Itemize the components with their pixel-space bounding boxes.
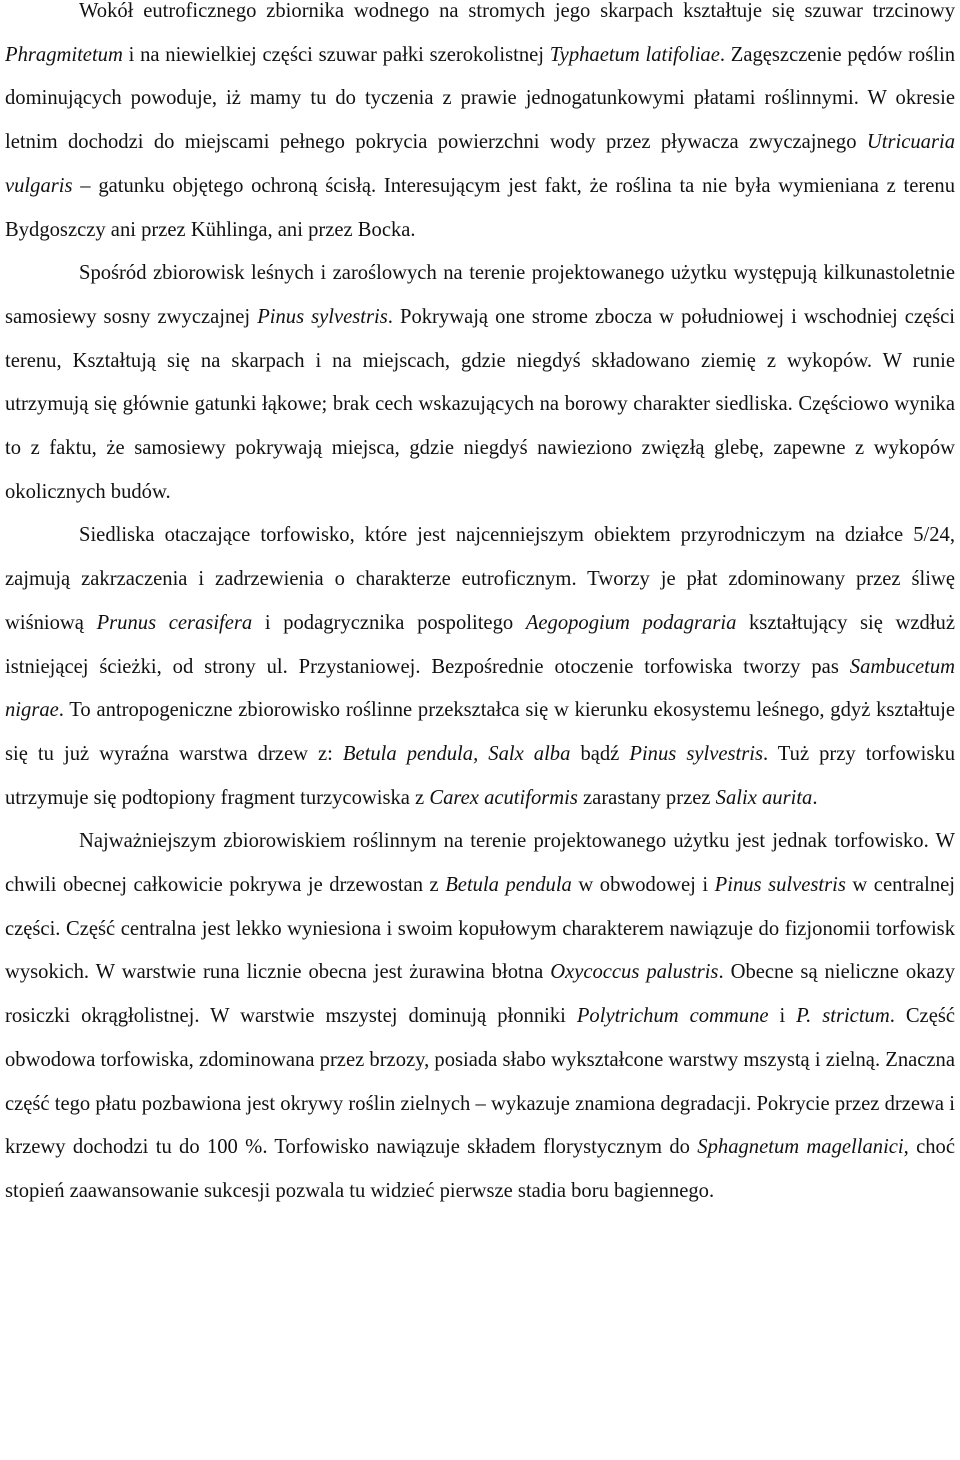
body-text: . Część obwodowa torfowiska, zdominowana przez brzozy, posiada słabo wykształcone warstwy mszystą i zielną. Znaczna część tego płatu pozbawiona jest okrywy roślin zielnych – wykazuje znamiona degradacji. Pokrycie przez drzewa i krzewy dochodzi tu do 100 %. Torfowisko nawiązuje składem florystycznym do (5, 1005, 955, 1159)
species-name-text: Oxycoccus palustris (550, 961, 719, 984)
species-name-text: Sphagnetum magellanici (697, 1136, 904, 1159)
body-text: . Tuż przy torfowisku utrzymuje się podtopiony fragment turzycowiska z (5, 742, 956, 809)
body-text: . Obecne są nieliczne okazy rosiczki okrągłolistnej. W warstwie mszystej dominują płonniki (5, 961, 956, 1028)
species-name-text: Prunus cerasifera (96, 611, 253, 634)
body-text: . To antropogeniczne zbiorowisko roślinne przekształca się w kierunku ekosystemu leśnego, gdyż kształtuje się tu już wyraźna warstwa drzew z: (5, 699, 955, 765)
species-name-text: Salix aurita (715, 786, 813, 809)
body-text: . Zagęszczenie pędów roślin dominujących powoduje, iż mamy tu do tyczenia z prawie jednogatunkowymi płatami roślinnymi. W okresie letnim dochodzi do miejscami pełnego pokrycia powierzchni wody przez pływacza zwyczajnego (5, 43, 955, 154)
species-name-text: P. strictum (796, 1005, 890, 1028)
species-name-text: Pinus sylvestris (257, 305, 388, 328)
body-text: – gatunku objętego ochroną ścisłą. Interesującym jest fakt, że roślina ta nie była wymieniana z terenu Bydgoszczy ani przez Kühlinga, ani przez Bocka. (5, 174, 955, 241)
body-text: w centralnej części. Część centralna jest lekko wyniesiona i swoim kopułowym charakterem nawiązuje do fizjonomii torfowisk wysokich. W warstwie runa licznie obecna jest żurawina błotna (5, 874, 955, 984)
body-text: Najważniejszym zbiorowiskiem roślinnym na terenie projektowanego użytku jest jednak torfowisko. W chwili obecnej całkowicie pokrywa je drzewostan z (5, 830, 955, 897)
body-text: bądź (570, 742, 630, 765)
species-name-text: Utricuaria vulgaris (5, 131, 955, 197)
document-page (5, 0, 955, 1214)
species-name-text: Phragmitetum (5, 43, 123, 66)
body-text: w obwodowej i (571, 874, 715, 897)
body-text: i podagrycznika pospolitego (252, 611, 526, 634)
species-name-text: Pinus sulvestris (714, 874, 846, 897)
paragraph-3 (5, 514, 955, 820)
body-text: Spośród zbiorowisk leśnych i zaroślowych na terenie projektowanego użytku występują kilkunastoletnie samosiewy sosny zwyczajnej (5, 262, 955, 328)
body-text: zarastany przez (577, 786, 716, 809)
body-text: , choć stopień zaawansowanie sukcesji pozwala tu widzieć pierwsze stadia boru bagiennego. (5, 1136, 955, 1202)
body-text: . (812, 786, 818, 809)
species-name-text: Betula pendula (445, 874, 572, 897)
species-name-text: Polytrichum commune (576, 1005, 769, 1028)
paragraph-1 (5, 0, 955, 252)
body-text: Wokół eutroficznego zbiornika wodnego na stromych jego skarpach kształtuje się szuwar trzcinowy (79, 0, 955, 22)
paragraph-4 (5, 820, 955, 1213)
body-text: Siedliska otaczające torfowisko, które jest najcenniejszym obiektem przyrodniczym na działce 5/24, zajmują zakrzaczenia i zadrzewienia o charakterze eutroficznym. Tworzy je płat zdominowany przez śliwę wiśniową (5, 524, 955, 634)
species-name-text: Typhaetum latifoliae (549, 43, 720, 66)
body-text: kształtujący się wzdłuż istniejącej ścieżki, od strony ul. Przystaniowej. Bezpośrednie otoczenie torfowiska tworzy pas (5, 611, 955, 678)
body-text: i na niewielkiej części szuwar pałki szerokolistnej (122, 43, 550, 66)
paragraph-2 (5, 252, 955, 514)
body-text: i (768, 1005, 797, 1028)
species-name-text: Pinus sylvestris (629, 742, 763, 765)
species-name-text: Carex acutiformis (429, 786, 578, 809)
species-name-text: Aegopogium podagraria (525, 611, 737, 634)
species-name-text: Sambucetum nigrae (5, 655, 955, 722)
body-text: . Pokrywają one strome zbocza w południowej i wschodniej części terenu, Kształtują się na skarpach i na miejscach, gdzie niegdyś składowano ziemię z wykopów. W runie utrzymują się głównie gatunki łąkowe; brak cech wskazujących na borowy charakter siedliska. Częściowo wynika to z faktu, że samosiewy pokrywają miejsca, gdzie niegdyś nawieziono zwięzłą glebę, zapewne z wykopów okolicznych budów. (5, 305, 956, 503)
species-name-text: Betula pendula, Salx alba (342, 742, 571, 765)
